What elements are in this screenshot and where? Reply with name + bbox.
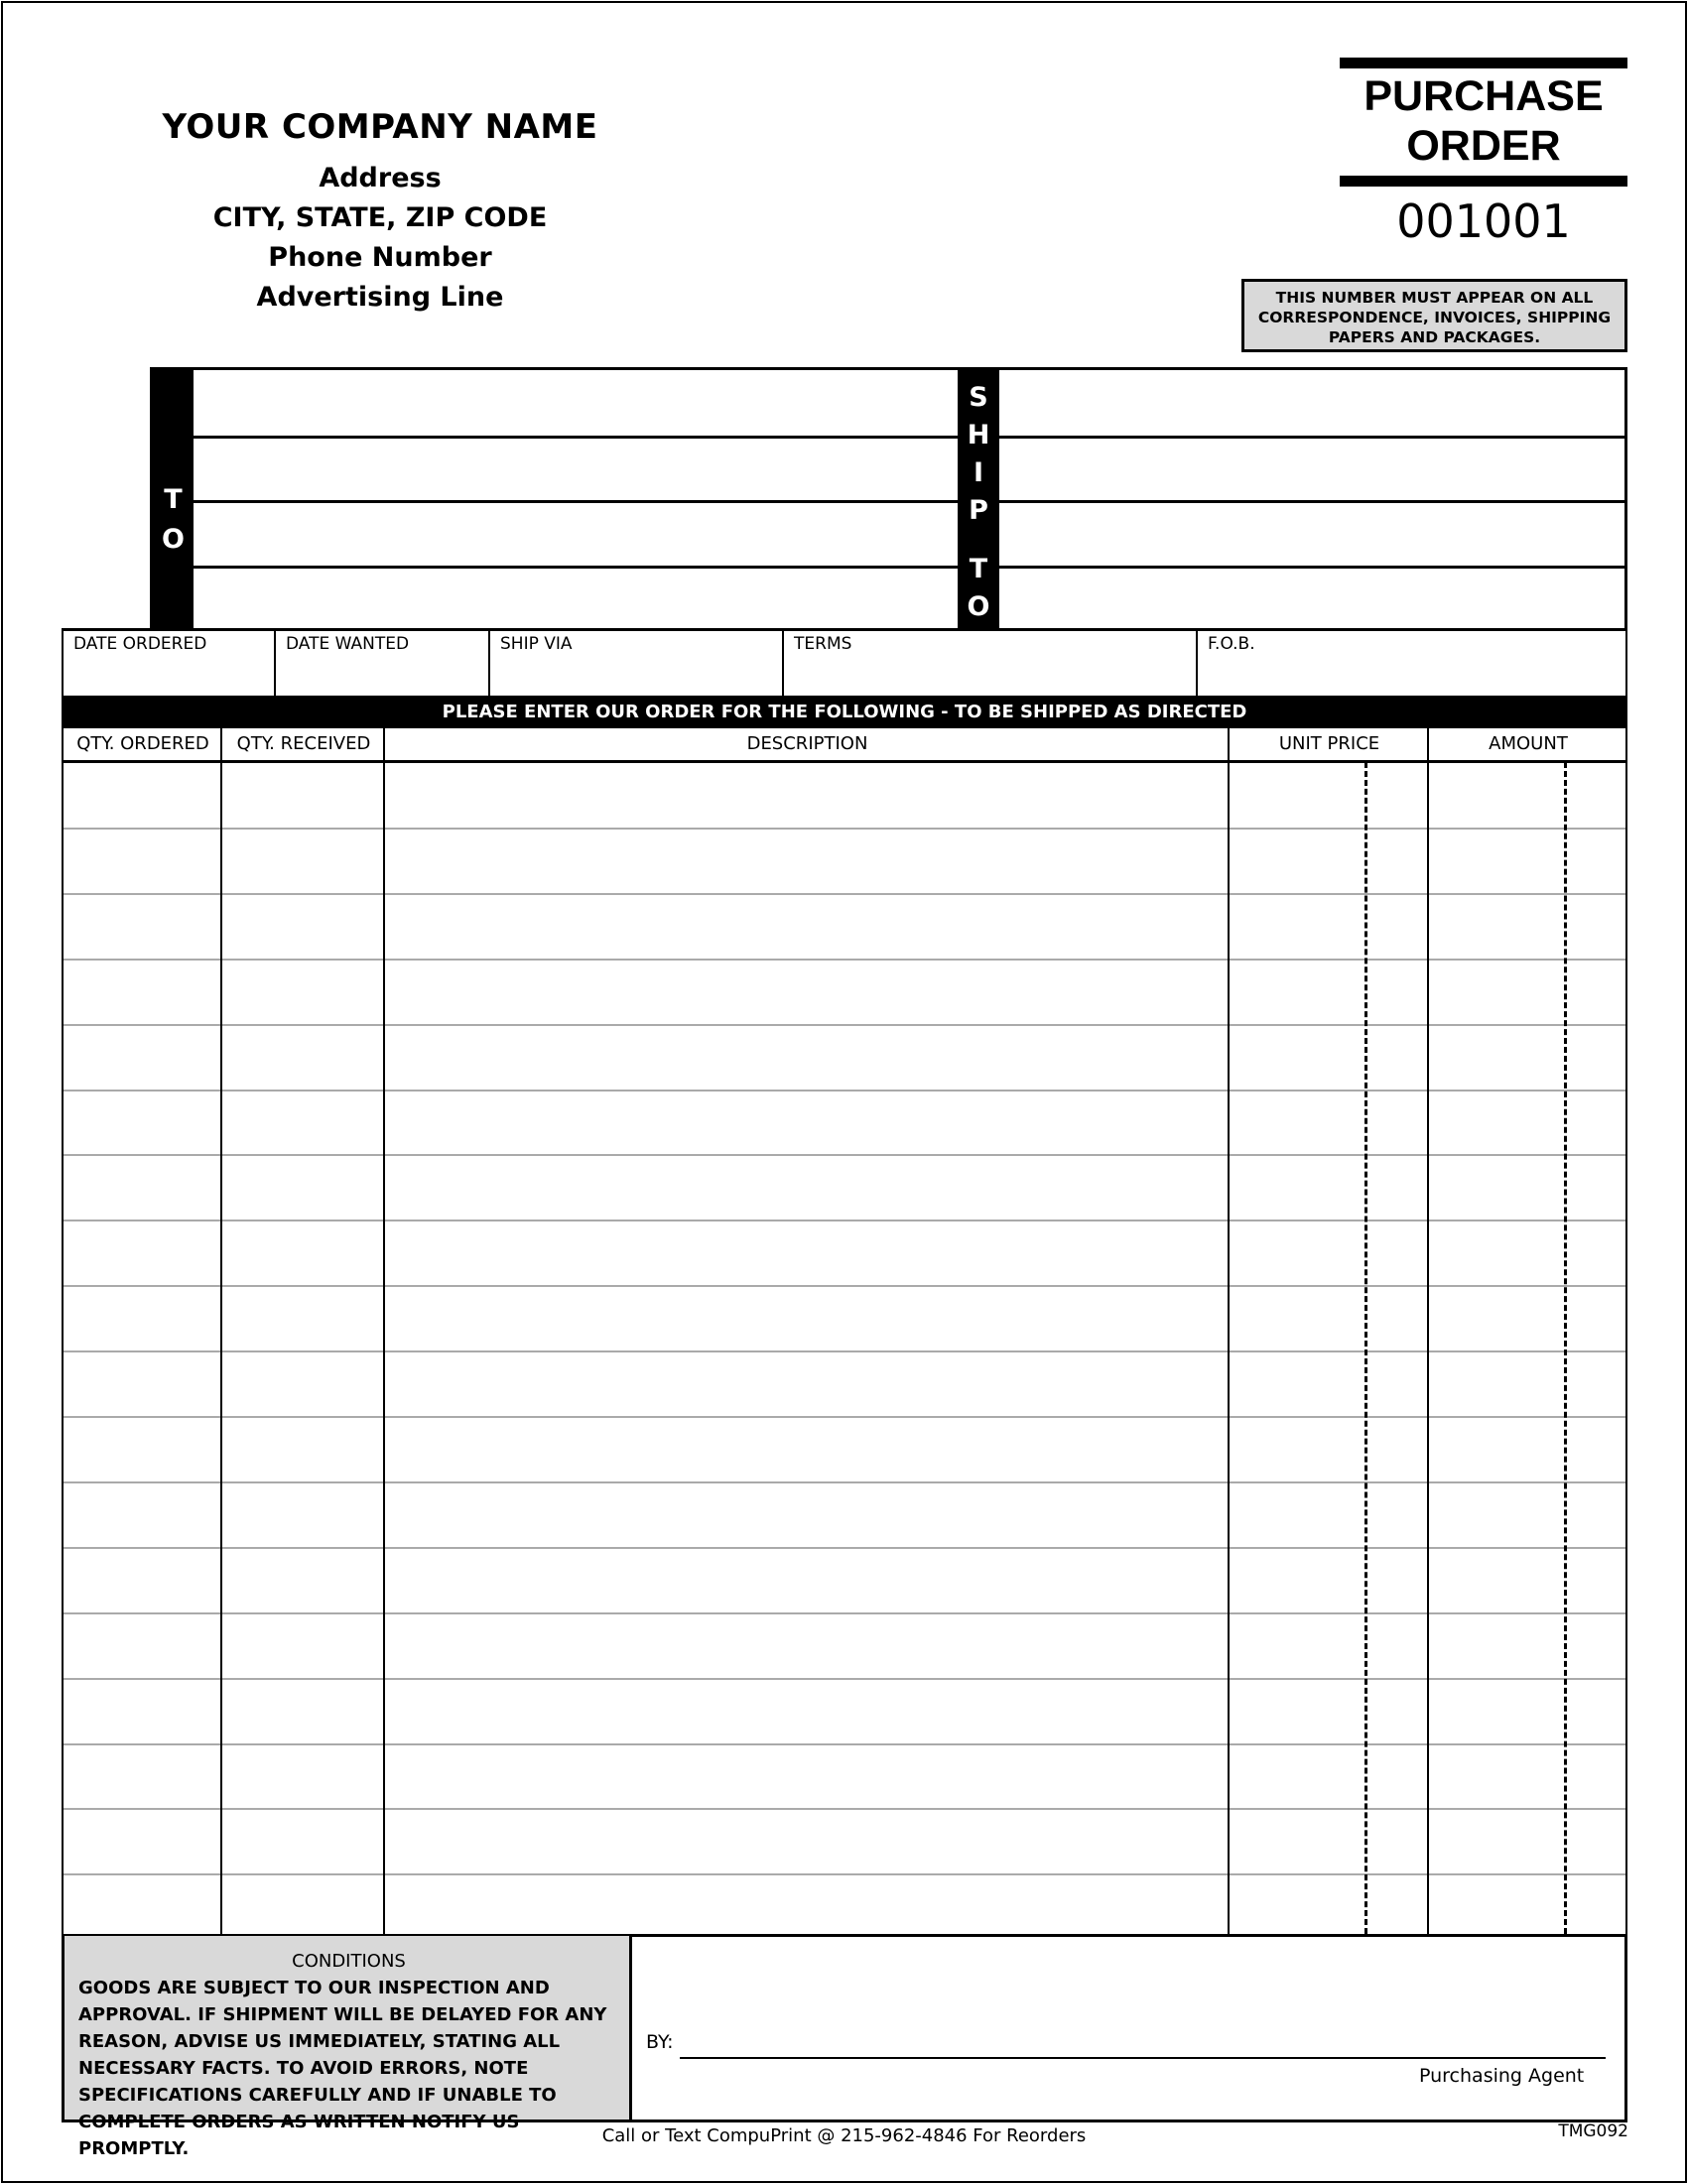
document-title: [1340, 71, 1627, 171]
by-label: BY:: [646, 2031, 674, 2053]
date-ordered-field[interactable]: DATE ORDERED: [64, 631, 276, 696]
col-amount: AMOUNT: [1489, 733, 1568, 754]
po-number: 001001: [1396, 194, 1571, 248]
table-row-line: [64, 828, 1625, 830]
conditions-title: CONDITIONS: [292, 1951, 406, 1972]
signature-line[interactable]: [680, 2057, 1606, 2059]
column-divider: [1427, 728, 1429, 1934]
order-instructions-banner: PLEASE ENTER OUR ORDER FOR THE FOLLOWING - TO BE SHIPPED AS DIRECTED: [62, 697, 1627, 727]
terms-field[interactable]: TERMS: [784, 631, 1198, 696]
purchasing-agent-label: Purchasing Agent: [1419, 2065, 1585, 2087]
amount-cents-divider: [1564, 762, 1567, 1934]
to-letter: O: [162, 523, 185, 555]
company-phone: Phone Number: [268, 242, 492, 273]
table-row-line: [64, 1808, 1625, 1810]
to-line[interactable]: [194, 566, 958, 569]
title-line-1: PURCHASE: [1363, 72, 1604, 120]
col-qty-received: QTY. RECEIVED: [236, 733, 371, 754]
table-row-line: [64, 1547, 1625, 1549]
ship-to-letter: O: [967, 591, 990, 623]
form-code: TMG092: [1558, 2121, 1628, 2141]
header-divider: [64, 760, 1625, 763]
ship-to-letter: I: [973, 456, 984, 488]
ship-to-line[interactable]: [999, 500, 1624, 503]
ship-to-label-bar: [958, 370, 999, 629]
column-divider: [1228, 728, 1230, 1934]
table-row-line: [64, 1024, 1625, 1026]
table-row-line: [64, 1350, 1625, 1352]
ship-to-letter: S: [969, 382, 988, 413]
table-row-line: [64, 893, 1625, 895]
title-rule-top: [1340, 58, 1627, 68]
title-rule-bottom: [1340, 176, 1627, 187]
table-row-line: [64, 1873, 1625, 1875]
conditions-text: GOODS ARE SUBJECT TO OUR INSPECTION AND APPROVAL. IF SHIPMENT WILL BE DELAYED FOR ANY REASON, ADVISE US IMMEDIATELY, STATING ALL NECESSARY FACTS. TO AVOID ERRORS, NOTE SPECIFICATIONS CAREFULLY AND IF UNABLE TO COMPLETE ORDERS AS WRITTEN NOTIFY US PROMPTLY.: [78, 1978, 607, 2159]
line-items-table: [62, 726, 1627, 1937]
company-address: Address: [319, 163, 442, 193]
conditions-box: [65, 1936, 632, 2159]
ship-to-line[interactable]: [999, 436, 1624, 439]
date-wanted-field[interactable]: DATE WANTED: [276, 631, 490, 696]
table-row-line: [64, 959, 1625, 961]
company-city-state-zip: CITY, STATE, ZIP CODE: [212, 202, 548, 233]
address-block: [150, 367, 1627, 629]
order-info-row: [62, 628, 1627, 698]
table-row-line: [64, 1090, 1625, 1092]
table-row-line: [64, 1678, 1625, 1680]
ship-to-letter: H: [967, 419, 990, 450]
col-description: DESCRIPTION: [746, 733, 868, 754]
company-advertising-line: Advertising Line: [256, 282, 504, 313]
unit-price-cents-divider: [1364, 762, 1367, 1934]
title-line-2: ORDER: [1406, 122, 1561, 170]
to-label-bar: [153, 370, 194, 629]
table-row-line: [64, 1481, 1625, 1483]
column-divider: [220, 728, 222, 1934]
ship-via-field[interactable]: SHIP VIA: [490, 631, 784, 696]
to-letter: T: [164, 483, 183, 515]
table-row-line: [64, 1285, 1625, 1287]
ship-to-letter: P: [969, 494, 988, 526]
reorder-footer: Call or Text CompuPrint @ 215-962-4846 For Reorders: [601, 2125, 1087, 2146]
company-name: YOUR COMPANY NAME: [162, 107, 598, 147]
to-line[interactable]: [194, 436, 958, 439]
table-row-line: [64, 1416, 1625, 1418]
table-row-line: [64, 1154, 1625, 1156]
po-number-notice: THIS NUMBER MUST APPEAR ON ALL CORRESPONDENCE, INVOICES, SHIPPING PAPERS AND PACKAGES.: [1241, 279, 1627, 352]
table-row-line: [64, 1612, 1625, 1614]
ship-to-letter: T: [969, 554, 988, 585]
fob-field[interactable]: F.O.B.: [1208, 634, 1255, 654]
col-qty-ordered: QTY. ORDERED: [76, 733, 209, 754]
table-row-line: [64, 1220, 1625, 1221]
col-unit-price: UNIT PRICE: [1278, 733, 1380, 754]
table-row-line: [64, 1743, 1625, 1745]
column-divider: [383, 728, 385, 1934]
to-line[interactable]: [194, 500, 958, 503]
ship-to-line[interactable]: [999, 566, 1624, 569]
